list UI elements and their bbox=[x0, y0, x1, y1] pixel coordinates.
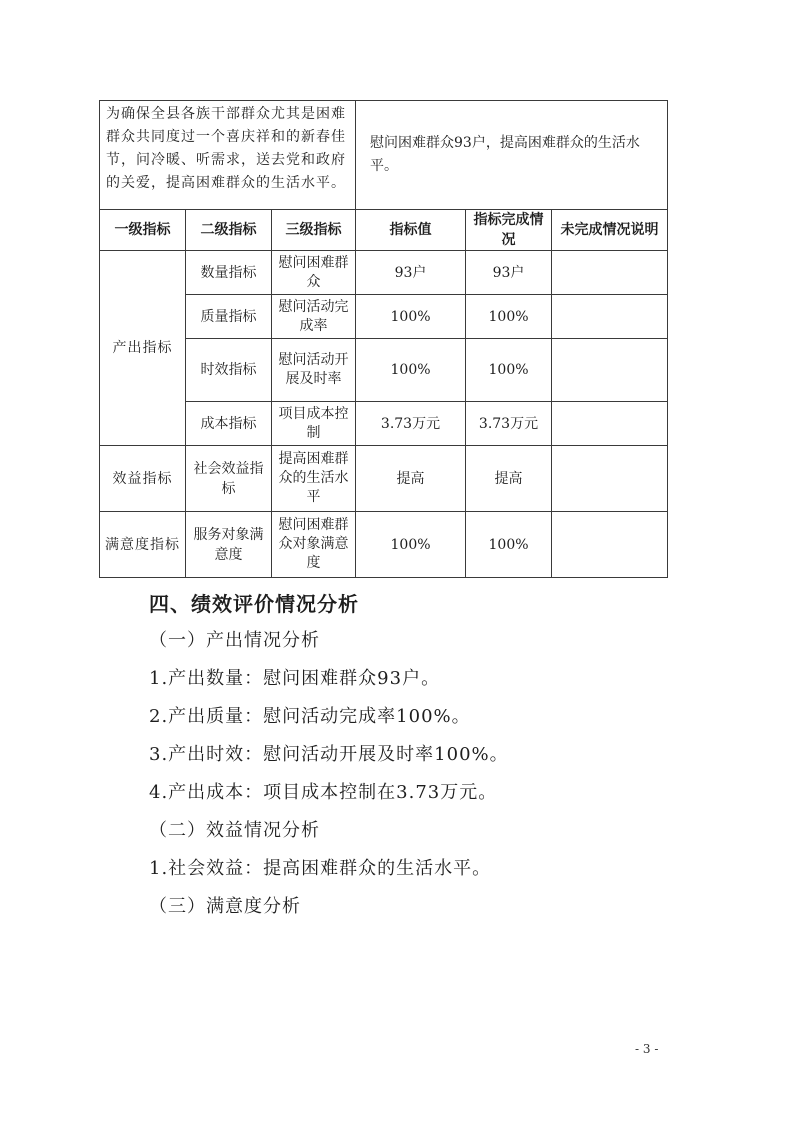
level2-cell: 社会效益指标 bbox=[186, 446, 272, 512]
goal-row bbox=[100, 101, 668, 210]
performance-table bbox=[99, 100, 668, 578]
table-row bbox=[100, 339, 668, 402]
note-cell bbox=[552, 251, 668, 295]
level3-cell: 提高困难群众的生活水平 bbox=[272, 446, 356, 512]
subsection-satisfaction: （三）满意度分析 bbox=[149, 896, 301, 917]
level1-output: 产出指标 bbox=[100, 251, 186, 446]
actual-cell: 93户 bbox=[466, 251, 552, 295]
header-target: 指标值 bbox=[356, 210, 466, 251]
header-actual: 指标完成情况 bbox=[466, 210, 552, 251]
table-row bbox=[100, 295, 668, 339]
target-cell: 100% bbox=[356, 339, 466, 402]
level2-cell: 服务对象满意度 bbox=[186, 512, 272, 578]
social-benefit: 1.社会效益：提高困难群众的生活水平。 bbox=[149, 858, 492, 879]
target-cell: 100% bbox=[356, 295, 466, 339]
output-quality: 2.产出质量：慰问活动完成率100%。 bbox=[149, 706, 471, 727]
level1-satisfaction: 满意度指标 bbox=[100, 512, 186, 578]
level2-cell: 时效指标 bbox=[186, 339, 272, 402]
note-cell bbox=[552, 295, 668, 339]
target-cell: 3.73万元 bbox=[356, 402, 466, 446]
header-level2: 二级指标 bbox=[186, 210, 272, 251]
section-title: 四、绩效评价情况分析 bbox=[149, 592, 359, 616]
output-cost: 4.产出成本：项目成本控制在3.73万元。 bbox=[149, 782, 498, 803]
subsection-benefit: （二）效益情况分析 bbox=[149, 820, 320, 841]
table-row bbox=[100, 512, 668, 578]
actual-cell: 100% bbox=[466, 295, 552, 339]
actual-cell: 提高 bbox=[466, 446, 552, 512]
level3-cell: 慰问活动完成率 bbox=[272, 295, 356, 339]
actual-cell: 3.73万元 bbox=[466, 402, 552, 446]
header-level3: 三级指标 bbox=[272, 210, 356, 251]
note-cell bbox=[552, 446, 668, 512]
level2-cell: 质量指标 bbox=[186, 295, 272, 339]
level1-benefit: 效益指标 bbox=[100, 446, 186, 512]
note-cell bbox=[552, 402, 668, 446]
actual-cell: 100% bbox=[466, 339, 552, 402]
level3-cell: 慰问活动开展及时率 bbox=[272, 339, 356, 402]
header-row bbox=[100, 210, 668, 251]
goal-text: 为确保全县各族干部群众尤其是困难群众共同度过一个喜庆祥和的新春佳节，问冷暖、听需求，送去党和政府的关爱，提高困难群众的生活水平。 bbox=[100, 101, 356, 210]
output-quantity: 1.产出数量：慰问困难群众93户。 bbox=[149, 668, 441, 689]
level3-cell: 项目成本控制 bbox=[272, 402, 356, 446]
header-level1: 一级指标 bbox=[100, 210, 186, 251]
target-cell: 93户 bbox=[356, 251, 466, 295]
table-row bbox=[100, 251, 668, 295]
page-number: - 3 - bbox=[635, 1042, 659, 1056]
output-timeliness: 3.产出时效：慰问活动开展及时率100%。 bbox=[149, 744, 509, 765]
subsection-output: （一）产出情况分析 bbox=[149, 630, 320, 651]
level2-cell: 数量指标 bbox=[186, 251, 272, 295]
target-cell: 100% bbox=[356, 512, 466, 578]
level2-cell: 成本指标 bbox=[186, 402, 272, 446]
header-note: 未完成情况说明 bbox=[552, 210, 668, 251]
note-cell bbox=[552, 339, 668, 402]
level3-cell: 慰问困难群众对象满意度 bbox=[272, 512, 356, 578]
actual-cell: 100% bbox=[466, 512, 552, 578]
target-cell: 提高 bbox=[356, 446, 466, 512]
level3-cell: 慰问困难群众 bbox=[272, 251, 356, 295]
note-cell bbox=[552, 512, 668, 578]
goal-result: 慰问困难群众93户，提高困难群众的生活水平。 bbox=[356, 101, 668, 210]
table-row bbox=[100, 402, 668, 446]
table-row bbox=[100, 446, 668, 512]
